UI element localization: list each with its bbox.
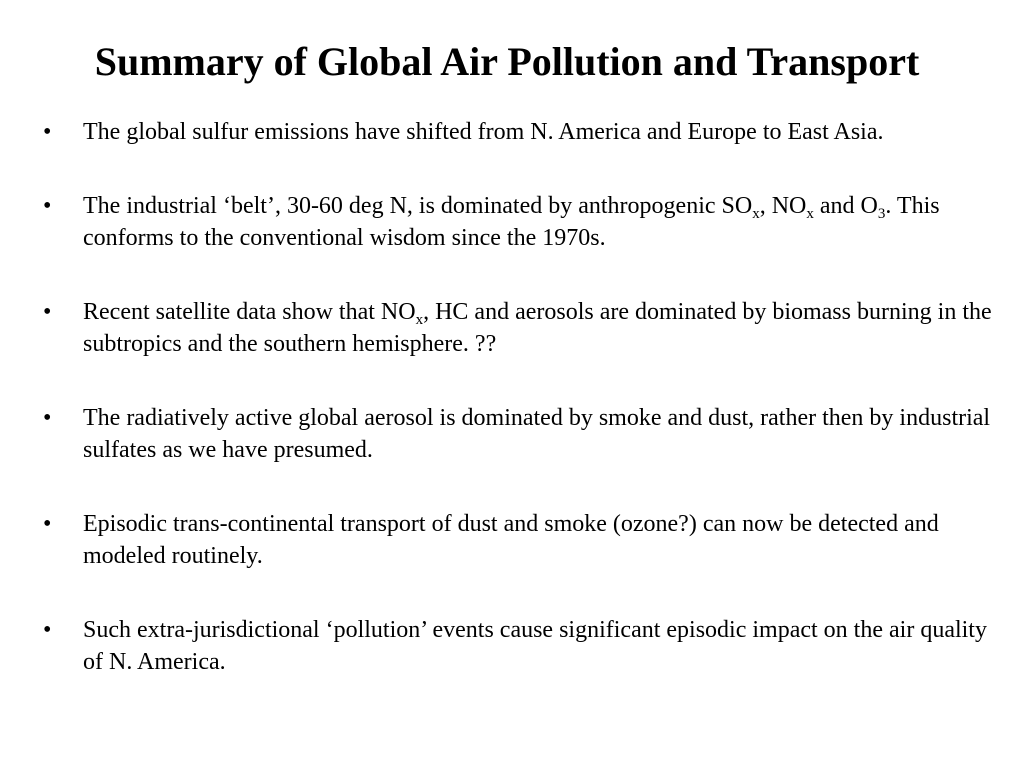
slide-title: Summary of Global Air Pollution and Transport: [94, 39, 920, 84]
bullet-list: [40, 116, 1000, 678]
bullet-item-4: [40, 402, 1000, 466]
bullet-text: The global sulfur emissions have shifted from N. America and Europe to East Asia.: [83, 119, 884, 145]
subscript: 3: [877, 206, 886, 222]
bullet-item-2: [40, 190, 1000, 254]
bullet-icon: •: [43, 617, 52, 643]
bullet-text-part: , NO: [759, 193, 807, 219]
bullet-text-part: The industrial ‘belt’, 30-60 deg N, is dominated by anthropogenic SO: [83, 193, 753, 219]
bullet-item-1: [40, 116, 1000, 148]
subscript: x: [415, 312, 424, 328]
subscript: x: [806, 206, 814, 222]
bullet-item-5: [40, 508, 1000, 572]
bullet-item-6: [40, 614, 1000, 678]
bullet-text: The radiatively active global aerosol is dominated by smoke and dust, rather then by industrial sulfates as we have presumed.: [83, 405, 991, 463]
bullet-text: Episodic trans-continental transport of dust and smoke (ozone?) can now be detected and modeled routinely.: [83, 511, 939, 569]
bullet-text-part: Recent satellite data show that NO: [83, 299, 416, 325]
bullet-icon: •: [43, 405, 52, 431]
bullet-text-part: , HC and aerosols are dominated by biomass burning in the subtropics and the southern hemisphere. ??: [83, 299, 992, 357]
bullet-text: [83, 296, 1000, 360]
bullet-text-part: and O: [813, 193, 878, 219]
bullet-icon: •: [43, 511, 52, 537]
bullet-text: [83, 190, 1000, 254]
bullet-icon: •: [43, 119, 52, 145]
bullet-text: Such extra-jurisdictional ‘pollution’ events cause significant episodic impact on the air quality of N. America.: [83, 617, 987, 675]
bullet-item-3: [40, 296, 1000, 360]
bullet-icon: •: [43, 193, 52, 219]
subscript: x: [752, 206, 760, 222]
bullet-icon: •: [43, 299, 52, 325]
bullet-text-part: . This conforms to the conventional wisdom since the 1970s.: [83, 193, 940, 251]
